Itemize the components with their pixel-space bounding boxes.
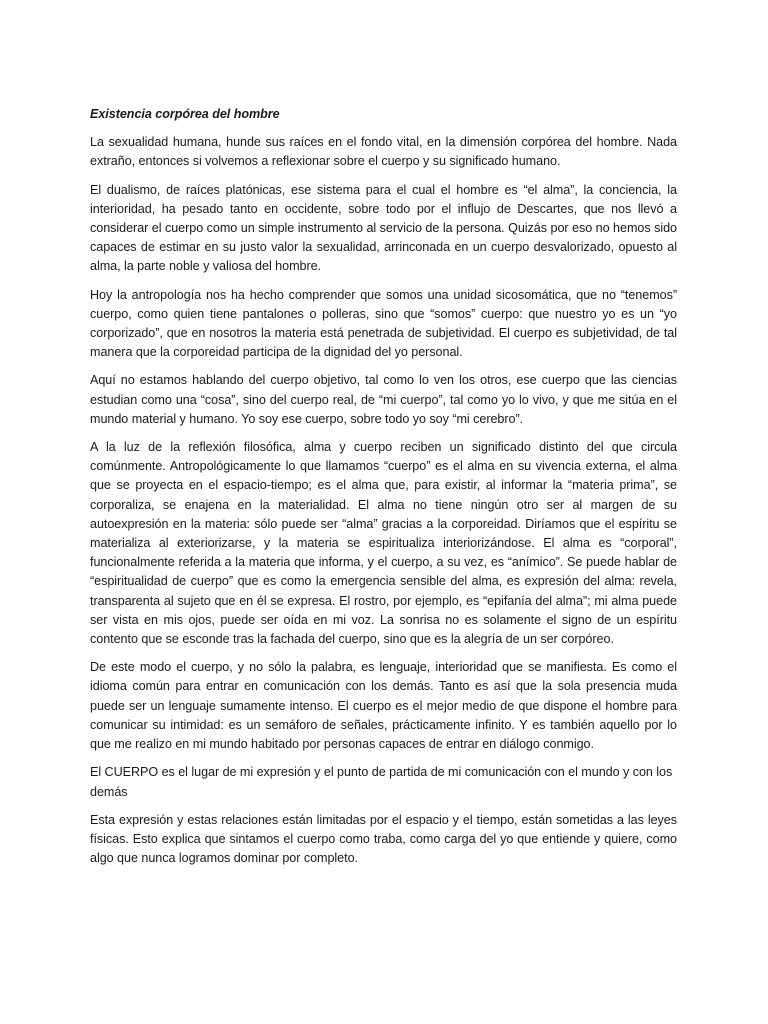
paragraph-3: Hoy la antropología nos ha hecho comprender que somos una unidad sicosomática, que no “tenemos” cuerpo, como quien tiene pantalones o polleras, sino que “somos” cuerpo: que nuestro yo es un “yo corporizado”, que en nosotros la materia está penetrada de subjetividad. El cuerpo es subjetividad, de tal manera que la corporeidad participa de la dignidad del yo personal. xyxy=(90,287,677,360)
document-title: Existencia corpórea del hombre xyxy=(90,107,280,121)
paragraph-1: La sexualidad humana, hunde sus raíces en el fondo vital, en la dimensión corpórea del hombre. Nada extraño, entonces si volvemos a reflexionar sobre el cuerpo y su significado humano. xyxy=(90,135,677,169)
paragraph-2: El dualismo, de raíces platónicas, ese sistema para el cual el hombre es “el alma”, la conciencia, la interioridad, ha pesado tanto en occidente, sobre todo por el influjo de Descartes, que nos llevó a considerar el cuerpo como un simple instrumento al servicio de la persona. Quizás por eso no hemos sido capaces de estimar en su justo valor la sexualidad, arrinconada en un cuerpo desvalorizado, opuesto al alma, la parte noble y valiosa del hombre. xyxy=(90,182,677,274)
paragraph-6: De este modo el cuerpo, y no sólo la palabra, es lenguaje, interioridad que se manifiesta. Es como el idioma común para entrar en comunicación con los demás. Tanto es así que la sola presencia muda puede ser un lenguaje sumamente intenso. El cuerpo es el mejor medio de que dispone el hombre para comunicar su intimidad: es un semáforo de señales, prácticamente infinito. Y es también aquello por lo que me realizo en mi mundo habitado por personas capaces de entrar en diálogo conmigo. xyxy=(90,660,677,752)
paragraph-4: Aquí no estamos hablando del cuerpo objetivo, tal como lo ven los otros, ese cuerpo que las ciencias estudian como una “cosa”, sino del cuerpo real, de “mi cuerpo”, tal como yo lo vivo, y que me sitúa en el mundo material y humano. Yo soy ese cuerpo, sobre todo yo soy “mi cerebro”. xyxy=(90,373,677,426)
paragraph-5: A la luz de la reflexión filosófica, alma y cuerpo reciben un significado distinto del que circula comúnmente. Antropológicamente lo que llamamos “cuerpo” es el alma en su vivencia externa, el alma que se proyecta en el espacio-tiempo; es el alma que, para existir, al informar la “materia prima”, se corporaliza, se enajena en la materialidad. El alma no tiene ningún otro ser al margen de su autoexpresión en la materia: sólo puede ser “alma” gracias a la corporeidad. Diríamos que el espíritu se materializa al exteriorizarse, y la materia se espiritualiza interiorizándose. El alma es “corporal”, funcionalmente referida a la materia que informa, y el cuerpo, a su vez, es “anímico”. Se puede hablar de “espiritualidad de cuerpo” que es como la emergencia sensible del alma, es expresión del alma: revela, transparenta al sujeto que en él se expresa. El rostro, por ejemplo, es “epifanía del alma”; mi alma puede ser vista en mis ojos, puede ser oída en mi voz. La sonrisa no es solamente el signo de un espíritu contento que se esconde tras la fachada del cuerpo, sino que es la alegría de un ser corpóreo. xyxy=(90,440,677,647)
document-body xyxy=(90,105,677,877)
paragraph-7: El CUERPO es el lugar de mi expresión y el punto de partida de mi comunicación con el mundo y con los demás xyxy=(90,765,673,799)
paragraph-8: Esta expresión y estas relaciones están limitadas por el espacio y el tiempo, están sometidas a las leyes físicas. Esto explica que sintamos el cuerpo como traba, como carga del yo que entiende y quiere, como algo que nunca logramos dominar por completo. xyxy=(90,812,677,866)
